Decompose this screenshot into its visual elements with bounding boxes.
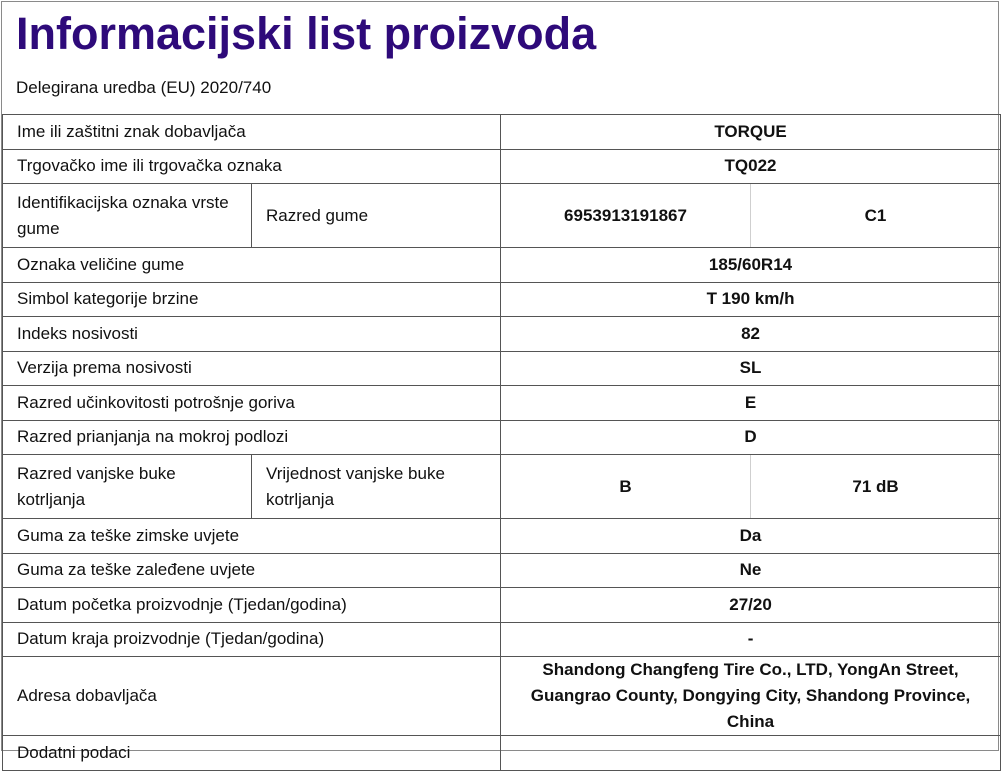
- regulation-reference: Delegirana uredba (EU) 2020/740: [16, 78, 272, 97]
- table-row-load-version: [3, 351, 1001, 386]
- table-row-speed: [3, 282, 1001, 317]
- table-row-ice: [3, 553, 1001, 588]
- supplier-label: Ime ili zaštitni znak dobavljača: [3, 115, 501, 150]
- speed-label: Simbol kategorije brzine: [3, 282, 501, 317]
- noise-db-value: 71 dB: [751, 455, 1001, 519]
- load-index-value: 82: [501, 317, 1001, 352]
- sheet-header: [2, 2, 998, 114]
- table-row-trade-name: [3, 149, 1001, 184]
- table-row-fuel: [3, 386, 1001, 421]
- tyre-type-value: 6953913191867: [501, 184, 751, 248]
- tyre-info-table: [2, 114, 1001, 771]
- table-row-production-start: [3, 588, 1001, 623]
- table-row-load-index: [3, 317, 1001, 352]
- table-row-tyre-type: [3, 184, 1001, 248]
- snow-label: Guma za teške zimske uvjete: [3, 519, 501, 554]
- size-label: Oznaka veličine gume: [3, 248, 501, 283]
- wet-grip-value: D: [501, 420, 1001, 455]
- table-row-size: [3, 248, 1001, 283]
- supplier-address-label: Adresa dobavljača: [3, 657, 501, 736]
- tyre-class-value: C1: [751, 184, 1001, 248]
- noise-class-label: Razred vanjske buke kotrljanja: [3, 455, 252, 519]
- trade-name-label: Trgovačko ime ili trgovačka oznaka: [3, 149, 501, 184]
- wet-grip-label: Razred prianjanja na mokroj podlozi: [3, 420, 501, 455]
- supplier-address-value: Shandong Changfeng Tire Co., LTD, YongAn Street, Guangrao County, Dongying City, Shandong Province, China: [501, 657, 1001, 736]
- table-row-address: [3, 657, 1001, 736]
- snow-value: Da: [501, 519, 1001, 554]
- additional-info-value: [501, 736, 1001, 771]
- load-version-label: Verzija prema nosivosti: [3, 351, 501, 386]
- production-start-label: Datum početka proizvodnje (Tjedan/godina): [3, 588, 501, 623]
- supplier-value: TORQUE: [501, 115, 1001, 150]
- trade-name-value: TQ022: [501, 149, 1001, 184]
- table-row-noise: [3, 455, 1001, 519]
- production-start-value: 27/20: [501, 588, 1001, 623]
- production-end-label: Datum kraja proizvodnje (Tjedan/godina): [3, 622, 501, 657]
- ice-value: Ne: [501, 553, 1001, 588]
- page-title: Informacijski list proizvoda: [16, 8, 597, 59]
- table-row-production-end: [3, 622, 1001, 657]
- noise-class-value: B: [501, 455, 751, 519]
- production-end-value: -: [501, 622, 1001, 657]
- load-version-value: SL: [501, 351, 1001, 386]
- additional-info-label: Dodatni podaci: [3, 736, 501, 771]
- tyre-class-label: Razred gume: [252, 184, 501, 248]
- table-row-additional: [3, 736, 1001, 771]
- speed-value: T 190 km/h: [501, 282, 1001, 317]
- fuel-efficiency-value: E: [501, 386, 1001, 421]
- ice-label: Guma za teške zaleđene uvjete: [3, 553, 501, 588]
- table-row-snow: [3, 519, 1001, 554]
- tyre-type-label: Identifikacijska oznaka vrste gume: [3, 184, 252, 248]
- product-information-sheet: [1, 1, 999, 762]
- noise-value-label: Vrijednost vanjske buke kotrljanja: [252, 455, 501, 519]
- fuel-efficiency-label: Razred učinkovitosti potrošnje goriva: [3, 386, 501, 421]
- table-row-supplier: [3, 115, 1001, 150]
- table-row-wet-grip: [3, 420, 1001, 455]
- load-index-label: Indeks nosivosti: [3, 317, 501, 352]
- size-value: 185/60R14: [501, 248, 1001, 283]
